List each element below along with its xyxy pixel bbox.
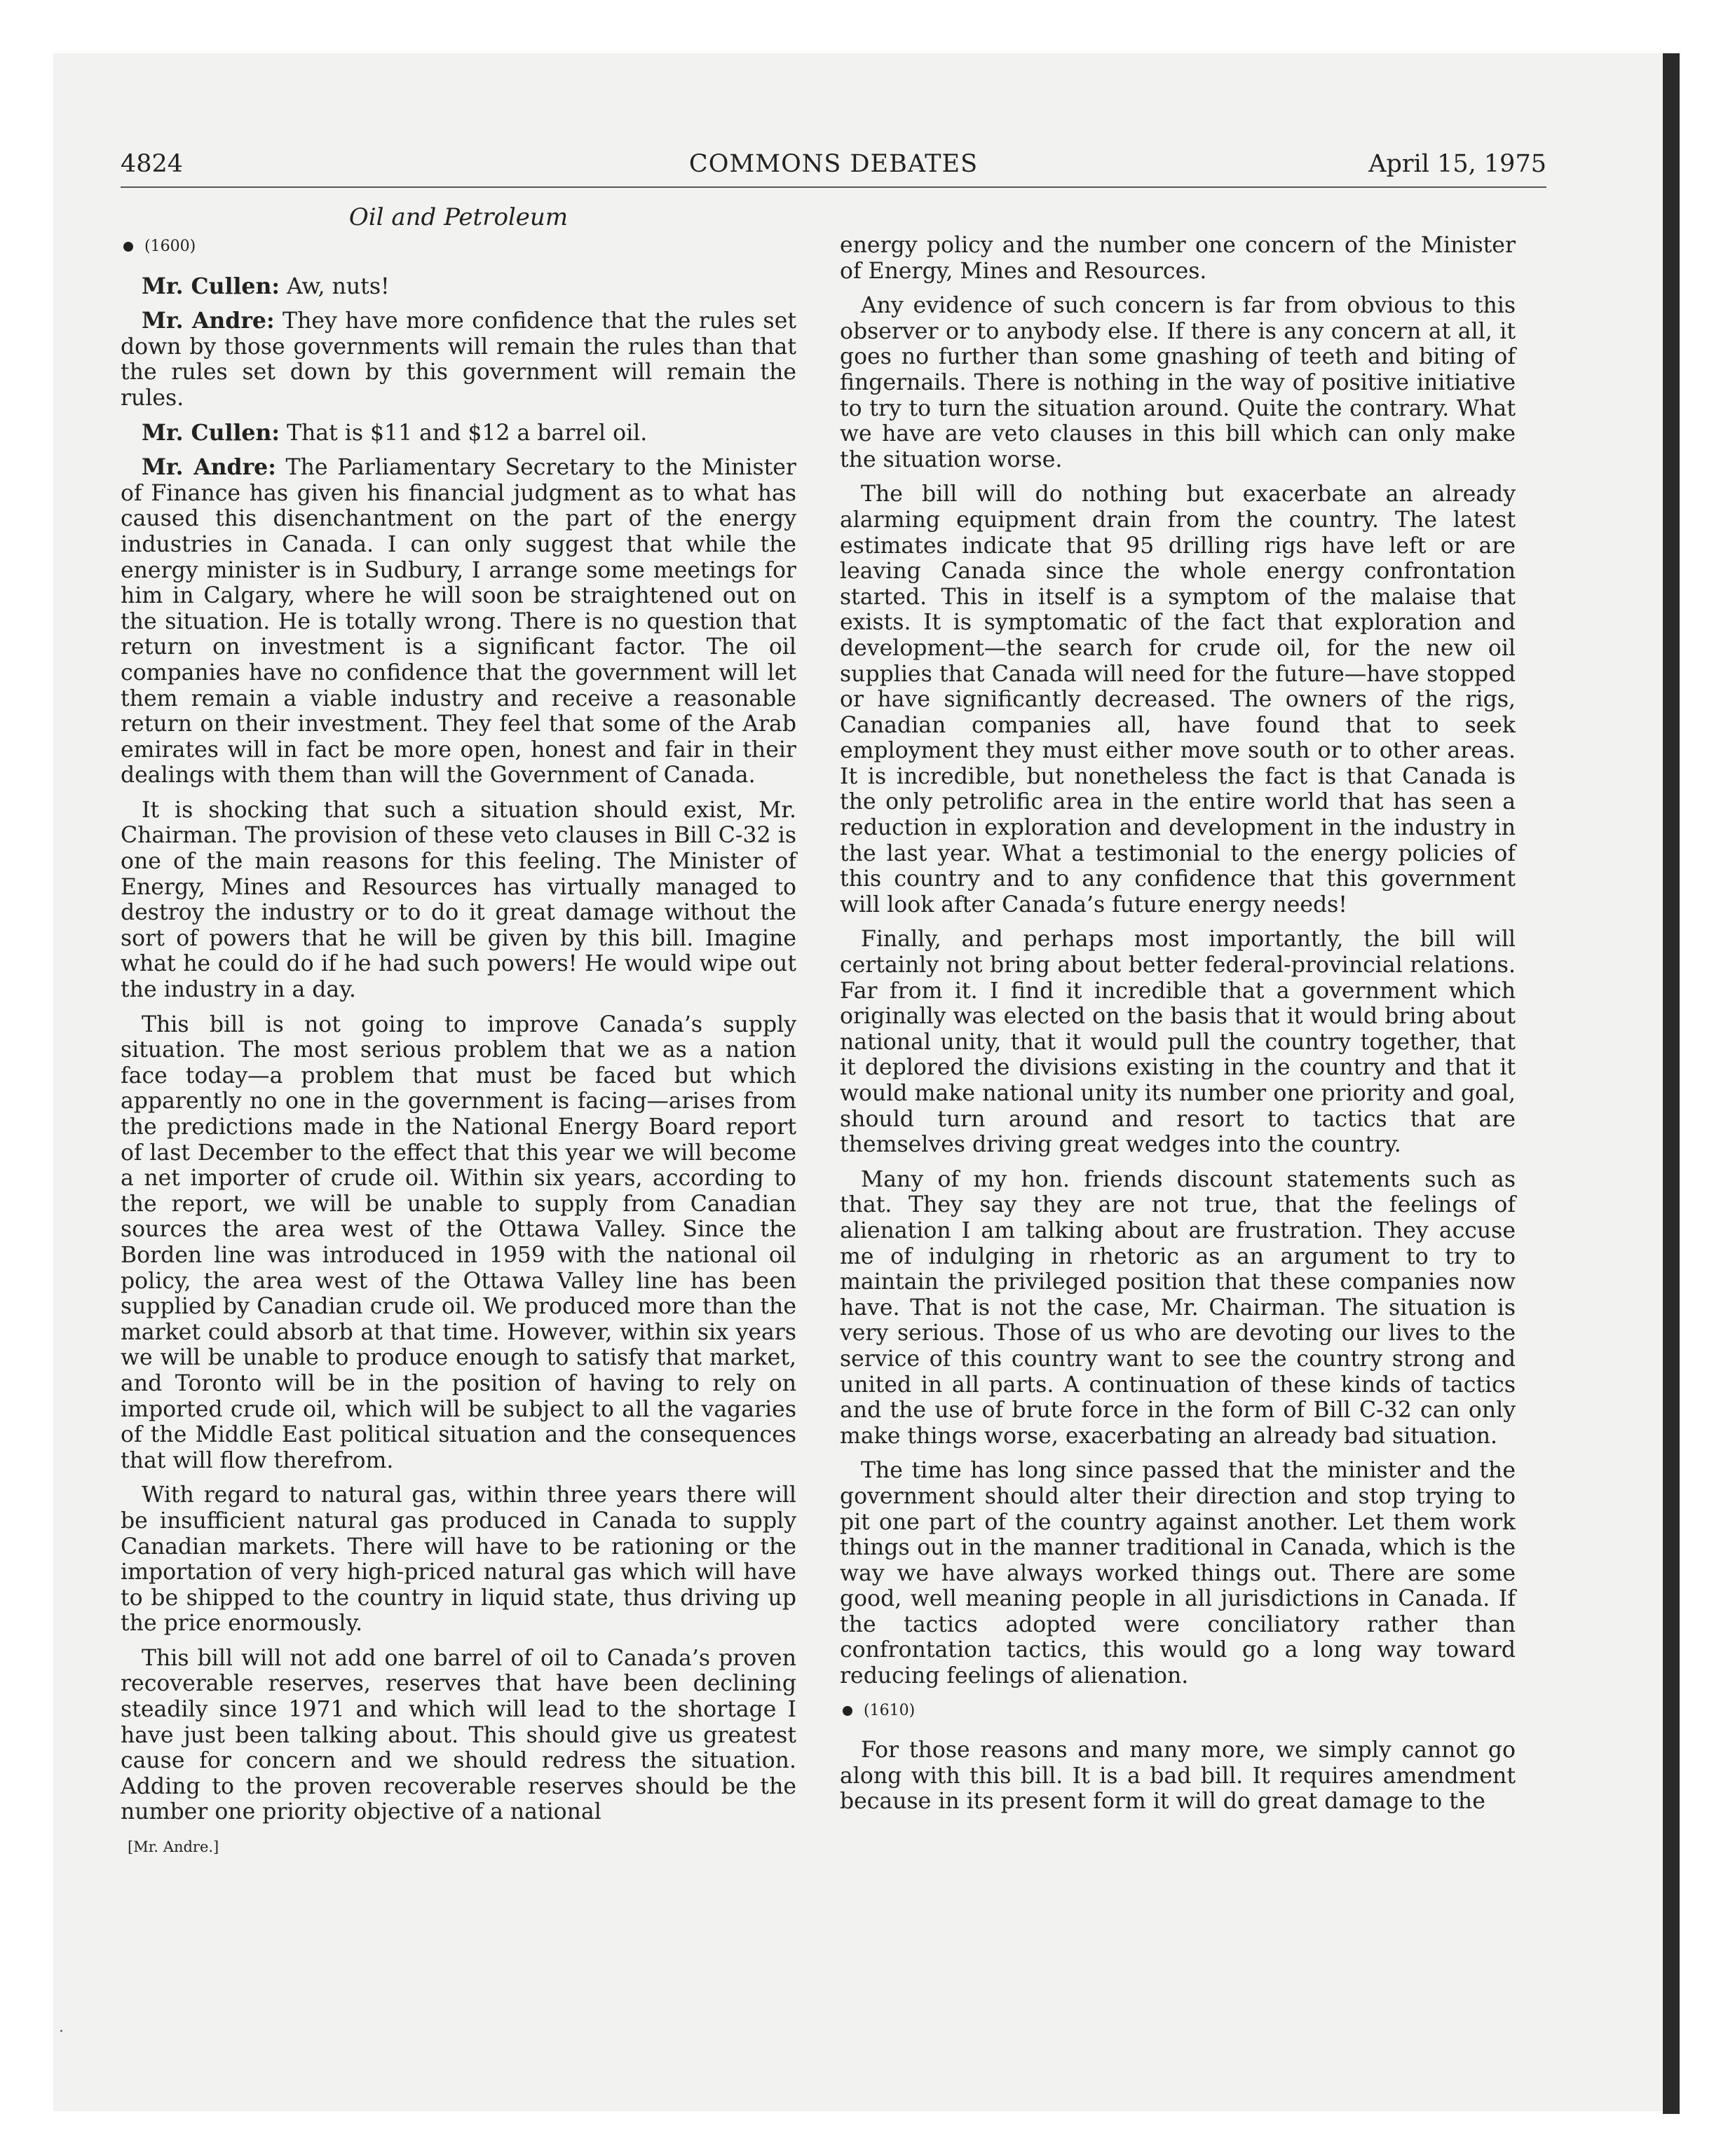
time-marker bbox=[123, 234, 796, 260]
page-header bbox=[121, 150, 1546, 188]
speaker-attribution: [Mr. Andre.] bbox=[128, 1838, 219, 1856]
right-column bbox=[840, 233, 1516, 1824]
speaker-name: Mr. Cullen: bbox=[142, 273, 280, 299]
body-paragraph: Finally, and perhaps most importantly, the bill will certainly not bring about better federal-provincial relations. Far from it. I find it incredible that a government which originally was elected on the basis that it would bring about national unity, that it would pull the country together, that it deplored the divisions existing in the country and that it would make national unity its number one priority and goal, should turn around and resort to tactics that are themselves driving great wedges into the country. bbox=[840, 927, 1516, 1158]
time-marker-text: (1600) bbox=[144, 238, 196, 255]
speaker-name: Mr. Andre: bbox=[142, 308, 275, 334]
body-paragraph: This bill is not going to improve Canada’s supply situation. The most serious problem that we as a nation face today—a problem that must be faced but which apparently no one in the government is facing—arises from the predictions made in the National Energy Board report of last December to the effect that this year we will become a net importer of crude oil. Within six years, according to the report, we will be unable to supply from Canadian sources the area west of the Ottawa Valley. Since the Borden line was introduced in 1959 with the national oil policy, the area west of the Ottawa Valley line has been supplied by Canadian crude oil. We produced more than the market could absorb at that time. However, within six years we will be unable to produce enough to satisfy that market, and Toronto will be in the position of having to rely on imported crude oil, which will be subject to all the vagaries of the Middle East political situation and the consequences that will flow therefrom. bbox=[121, 1011, 796, 1473]
body-paragraph: The bill will do nothing but exacerbate an already alarming equipment drain from the country. The latest estimates indicate that 95 drilling rigs have left or are leaving Canada since the whole energy confrontation started. This in itself is a symptom of the malaise that exists. It is symptomatic of the fact that exploration and development—the search for crude oil, for the new oil supplies that Canada will need for the future—have stopped or have significantly decreased. The owners of the rigs, Canadian companies all, have found that to seek employment they must either move south or to other areas. It is incredible, but nonetheless the fact is that Canada is the only petrolific area in the entire world that has seen a reduction in exploration and development in the industry in the last year. What a testimonial to the energy policies of this country and to any confidence that this government will look after Canada’s future energy needs! bbox=[840, 482, 1516, 917]
speech-text: That is $11 and $12 a barrel oil. bbox=[279, 420, 648, 446]
section-title: Oil and Petroleum bbox=[348, 203, 569, 231]
body-paragraph: It is shocking that such a situation should exist, Mr. Chairman. The provision of these veto clauses in Bill C-32 is one of the main reasons for this feeling. The Minister of Energy, Mines and Resources has virtually managed to destroy the industry or to do it great damage without the sort of powers that he will be given by this bill. Imagine what he could do if he had such powers! He would wipe out the industry in a day. bbox=[121, 797, 796, 1003]
body-paragraph: Many of my hon. friends discount statements such as that. They say they are not true, that the feelings of alienation I am talking about are frustration. They accuse me of indulging in rhetoric as an argument to try to maintain the privileged position that these companies now have. That is not the case, Mr. Chairman. The situation is very serious. Those of us who are devoting our lives to the service of this country want to see the country strong and united in all parts. A continuation of these kinds of tactics and the use of brute force in the form of Bill C-32 can only make things worse, exacerbating an already bad situation. bbox=[840, 1166, 1516, 1449]
left-column bbox=[121, 233, 796, 1860]
speech-text: They have more confidence that the rules set down by those governments will remain the rules than that the rules set down by this government will remain the rules. bbox=[121, 308, 796, 411]
bullet-icon bbox=[123, 242, 133, 252]
speaker-name: Mr. Andre: bbox=[142, 454, 276, 481]
body-paragraph: Any evidence of such concern is far from obvious to this observer or to anybody else. If there is any concern at all, it goes no further than some gnashing of teeth and biting of fingernails. There is nothing in the way of positive initiative to try to turn the situation around. Quite the contrary. What we have are veto clauses in this bill which can only make the situation worse. bbox=[840, 293, 1516, 472]
speech-paragraph bbox=[121, 274, 796, 300]
body-paragraph: This bill will not add one barrel of oil to Canada’s proven recoverable reserves, reserves that have been declining steadily since 1971 and which will lead to the shortage I have just been talking about. This should give us greatest cause for concern and we should redress the situation. Adding to the proven recoverable reserves should be the number one priority objective of a national bbox=[121, 1645, 796, 1825]
speech-paragraph bbox=[121, 455, 796, 789]
body-paragraph: energy policy and the number one concern of the Minister of Energy, Mines and Resources. bbox=[840, 233, 1516, 284]
time-marker-text: (1610) bbox=[864, 1701, 916, 1719]
body-paragraph: For those reasons and many more, we simply cannot go along with this bill. It is a bad bill. It requires amendment because in its present form it will do great damage to the bbox=[840, 1738, 1516, 1815]
body-paragraph: The time has long since passed that the minister and the government should alter their direction and stop trying to pit one part of the country against another. Let them work things out in the manner traditional in Canada, which is the way we have always worked things out. There are some good, well meaning people in all jurisdictions in Canada. If the tactics adopted were conciliatory rather than confrontation tactics, this would go a long way toward reducing feelings of alienation. bbox=[840, 1458, 1516, 1689]
speech-paragraph bbox=[121, 421, 796, 446]
page-number: 4824 bbox=[121, 150, 184, 178]
publication-title: COMMONS DEBATES bbox=[688, 150, 979, 178]
body-paragraph: With regard to natural gas, within three years there will be insufficient natural gas produced in Canada to supply Canadian markets. There will have to be rationing or the importation of very high-priced natural gas which will have to be shipped to the country in liquid state, thus driving up the price enormously. bbox=[121, 1482, 796, 1637]
page-date: April 15, 1975 bbox=[1368, 150, 1546, 178]
speech-text: The Parliamentary Secretary to the Minister of Finance has given his financial judgment as to what has caused this disenchantment on the part of the energy industries in Canada. I can only suggest that while the energy minister is in Sudbury, I arrange some meetings for him in Calgary, where he will soon be straightened out on the situation. He is totally wrong. There is no question that return on investment is a significant factor. The oil companies have no confidence that the government will let them remain a viable industry and receive a reasonable return on their investment. They feel that some of the Arab emirates will in fact be more open, honest and fair in their dealings with them than will the Government of Canada. bbox=[121, 455, 796, 789]
speaker-name: Mr. Cullen: bbox=[142, 419, 280, 446]
speech-text: Aw, nuts! bbox=[279, 273, 390, 299]
time-marker bbox=[843, 1698, 1516, 1724]
speech-paragraph bbox=[121, 308, 796, 411]
bullet-icon bbox=[843, 1706, 852, 1716]
